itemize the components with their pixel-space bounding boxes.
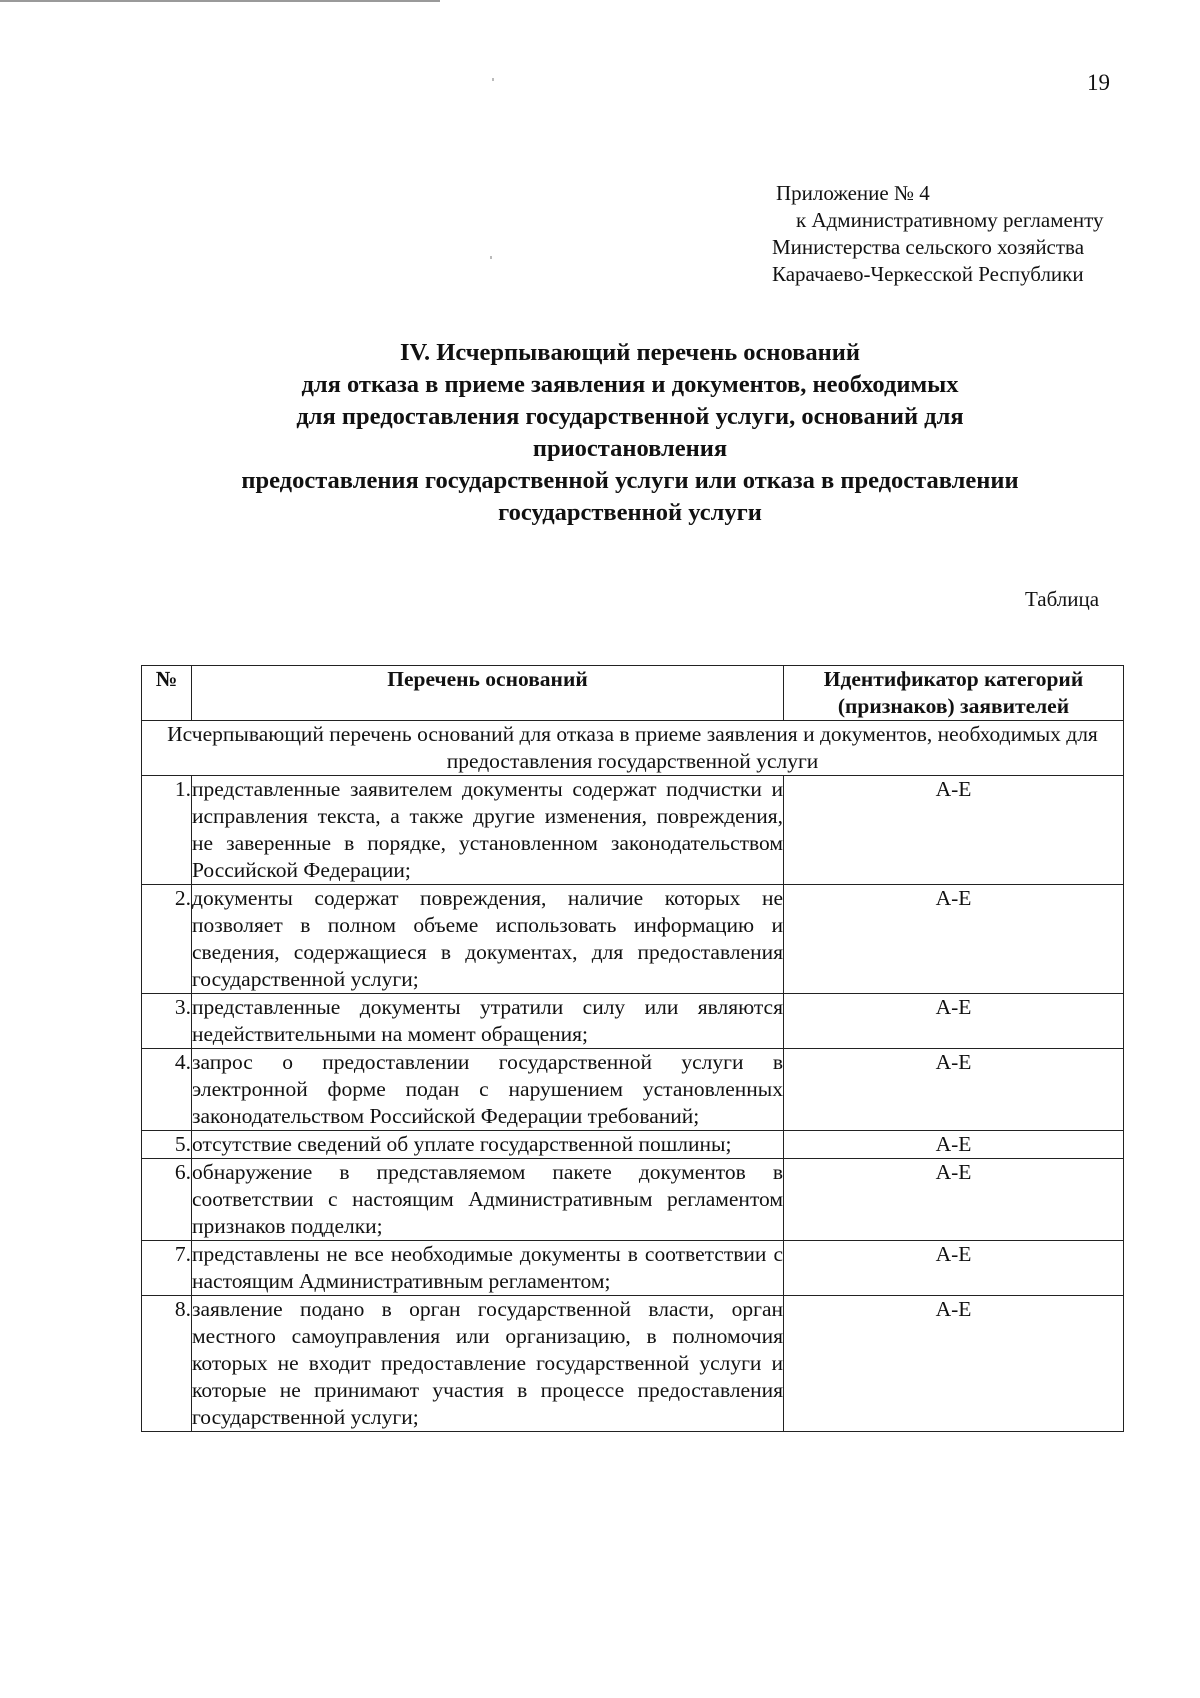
row-reason: документы содержат повреждения, наличие которых не позволяет в полном объеме использовать информацию и сведения, содержащиеся в документах, для предоставления государственной услуги; (192, 885, 784, 994)
header-number: № (142, 666, 192, 721)
row-number: 8. (142, 1296, 192, 1432)
row-number: 3. (142, 994, 192, 1049)
title-line: IV. Исчерпывающий перечень оснований (399, 339, 861, 366)
appendix-line: Министерства сельского хозяйства (772, 235, 1085, 259)
row-number: 7. (142, 1241, 192, 1296)
row-number: 5. (142, 1131, 192, 1159)
table-row (142, 1131, 1124, 1159)
row-reason: обнаружение в представляемом пакете документов в соответствии с настоящим Административным регламентом признаков подделки; (192, 1159, 784, 1241)
row-number: 4. (142, 1049, 192, 1131)
row-reason: запрос о предоставлении государственной услуги в электронной форме подан с нарушением установленных законодательством Российской Федерации требований; (192, 1049, 784, 1131)
appendix-block (760, 180, 1103, 288)
table-header-row (142, 666, 1124, 721)
row-identifier: А-Е (784, 1159, 1124, 1241)
table-row (142, 994, 1124, 1049)
title-line: государственной услуги (498, 499, 762, 526)
scan-speck (492, 78, 494, 81)
section-heading: Исчерпывающий перечень оснований для отказа в приеме заявления и документов, необходимых для предоставления государственной услуги (142, 721, 1124, 776)
header-reasons: Перечень оснований (192, 666, 784, 721)
row-identifier: А-Е (784, 1241, 1124, 1296)
page-number: 19 (1087, 70, 1110, 95)
title-line: предоставления государственной услуги или отказа в предоставлении (241, 467, 1019, 494)
row-reason: представленные документы утратили силу или являются недействительными на момент обращения; (192, 994, 784, 1049)
row-identifier: А-Е (784, 1296, 1124, 1432)
row-identifier: А-Е (784, 994, 1124, 1049)
grounds-table (141, 665, 1124, 1432)
table-row (142, 885, 1124, 994)
table-row (142, 1049, 1124, 1131)
table-row (142, 1159, 1124, 1241)
appendix-line: Карачаево-Черкесской Республики (772, 262, 1084, 286)
header-identifier: Идентификатор категорий (признаков) заявителей (784, 666, 1124, 721)
table-caption: Таблица (1025, 587, 1100, 611)
title-line: приостановления (532, 435, 728, 462)
title-line: для предоставления государственной услуги, оснований для (296, 403, 964, 430)
row-reason: отсутствие сведений об уплате государственной пошлины; (192, 1131, 784, 1159)
table-row (142, 1296, 1124, 1432)
row-reason: заявление подано в орган государственной власти, орган местного самоуправления или организацию, в полномочия которых не входит предоставление государственной услуги и которые не принимают участия в процессе предоставления государственной услуги; (192, 1296, 784, 1432)
appendix-line: к Административному регламенту (796, 208, 1104, 232)
scan-edge-line (0, 0, 440, 2)
row-reason: представлены не все необходимые документы в соответствии с настоящим Административным регламентом; (192, 1241, 784, 1296)
row-number: 1. (142, 776, 192, 885)
row-identifier: А-Е (784, 885, 1124, 994)
row-identifier: А-Е (784, 1049, 1124, 1131)
scan-speck (490, 256, 492, 259)
row-reason: представленные заявителем документы содержат подчистки и исправления текста, а также другие изменения, повреждения, не заверенные в порядке, установленном законодательством Российской Федерации; (192, 776, 784, 885)
row-number: 6. (142, 1159, 192, 1241)
section-row (142, 721, 1124, 776)
row-identifier: А-Е (784, 1131, 1124, 1159)
table-row (142, 1241, 1124, 1296)
row-number: 2. (142, 885, 192, 994)
title-line: для отказа в приеме заявления и документов, необходимых (301, 371, 959, 398)
appendix-line: Приложение № 4 (776, 181, 930, 205)
table-row (142, 776, 1124, 885)
row-identifier: А-Е (784, 776, 1124, 885)
document-title (120, 337, 1140, 529)
